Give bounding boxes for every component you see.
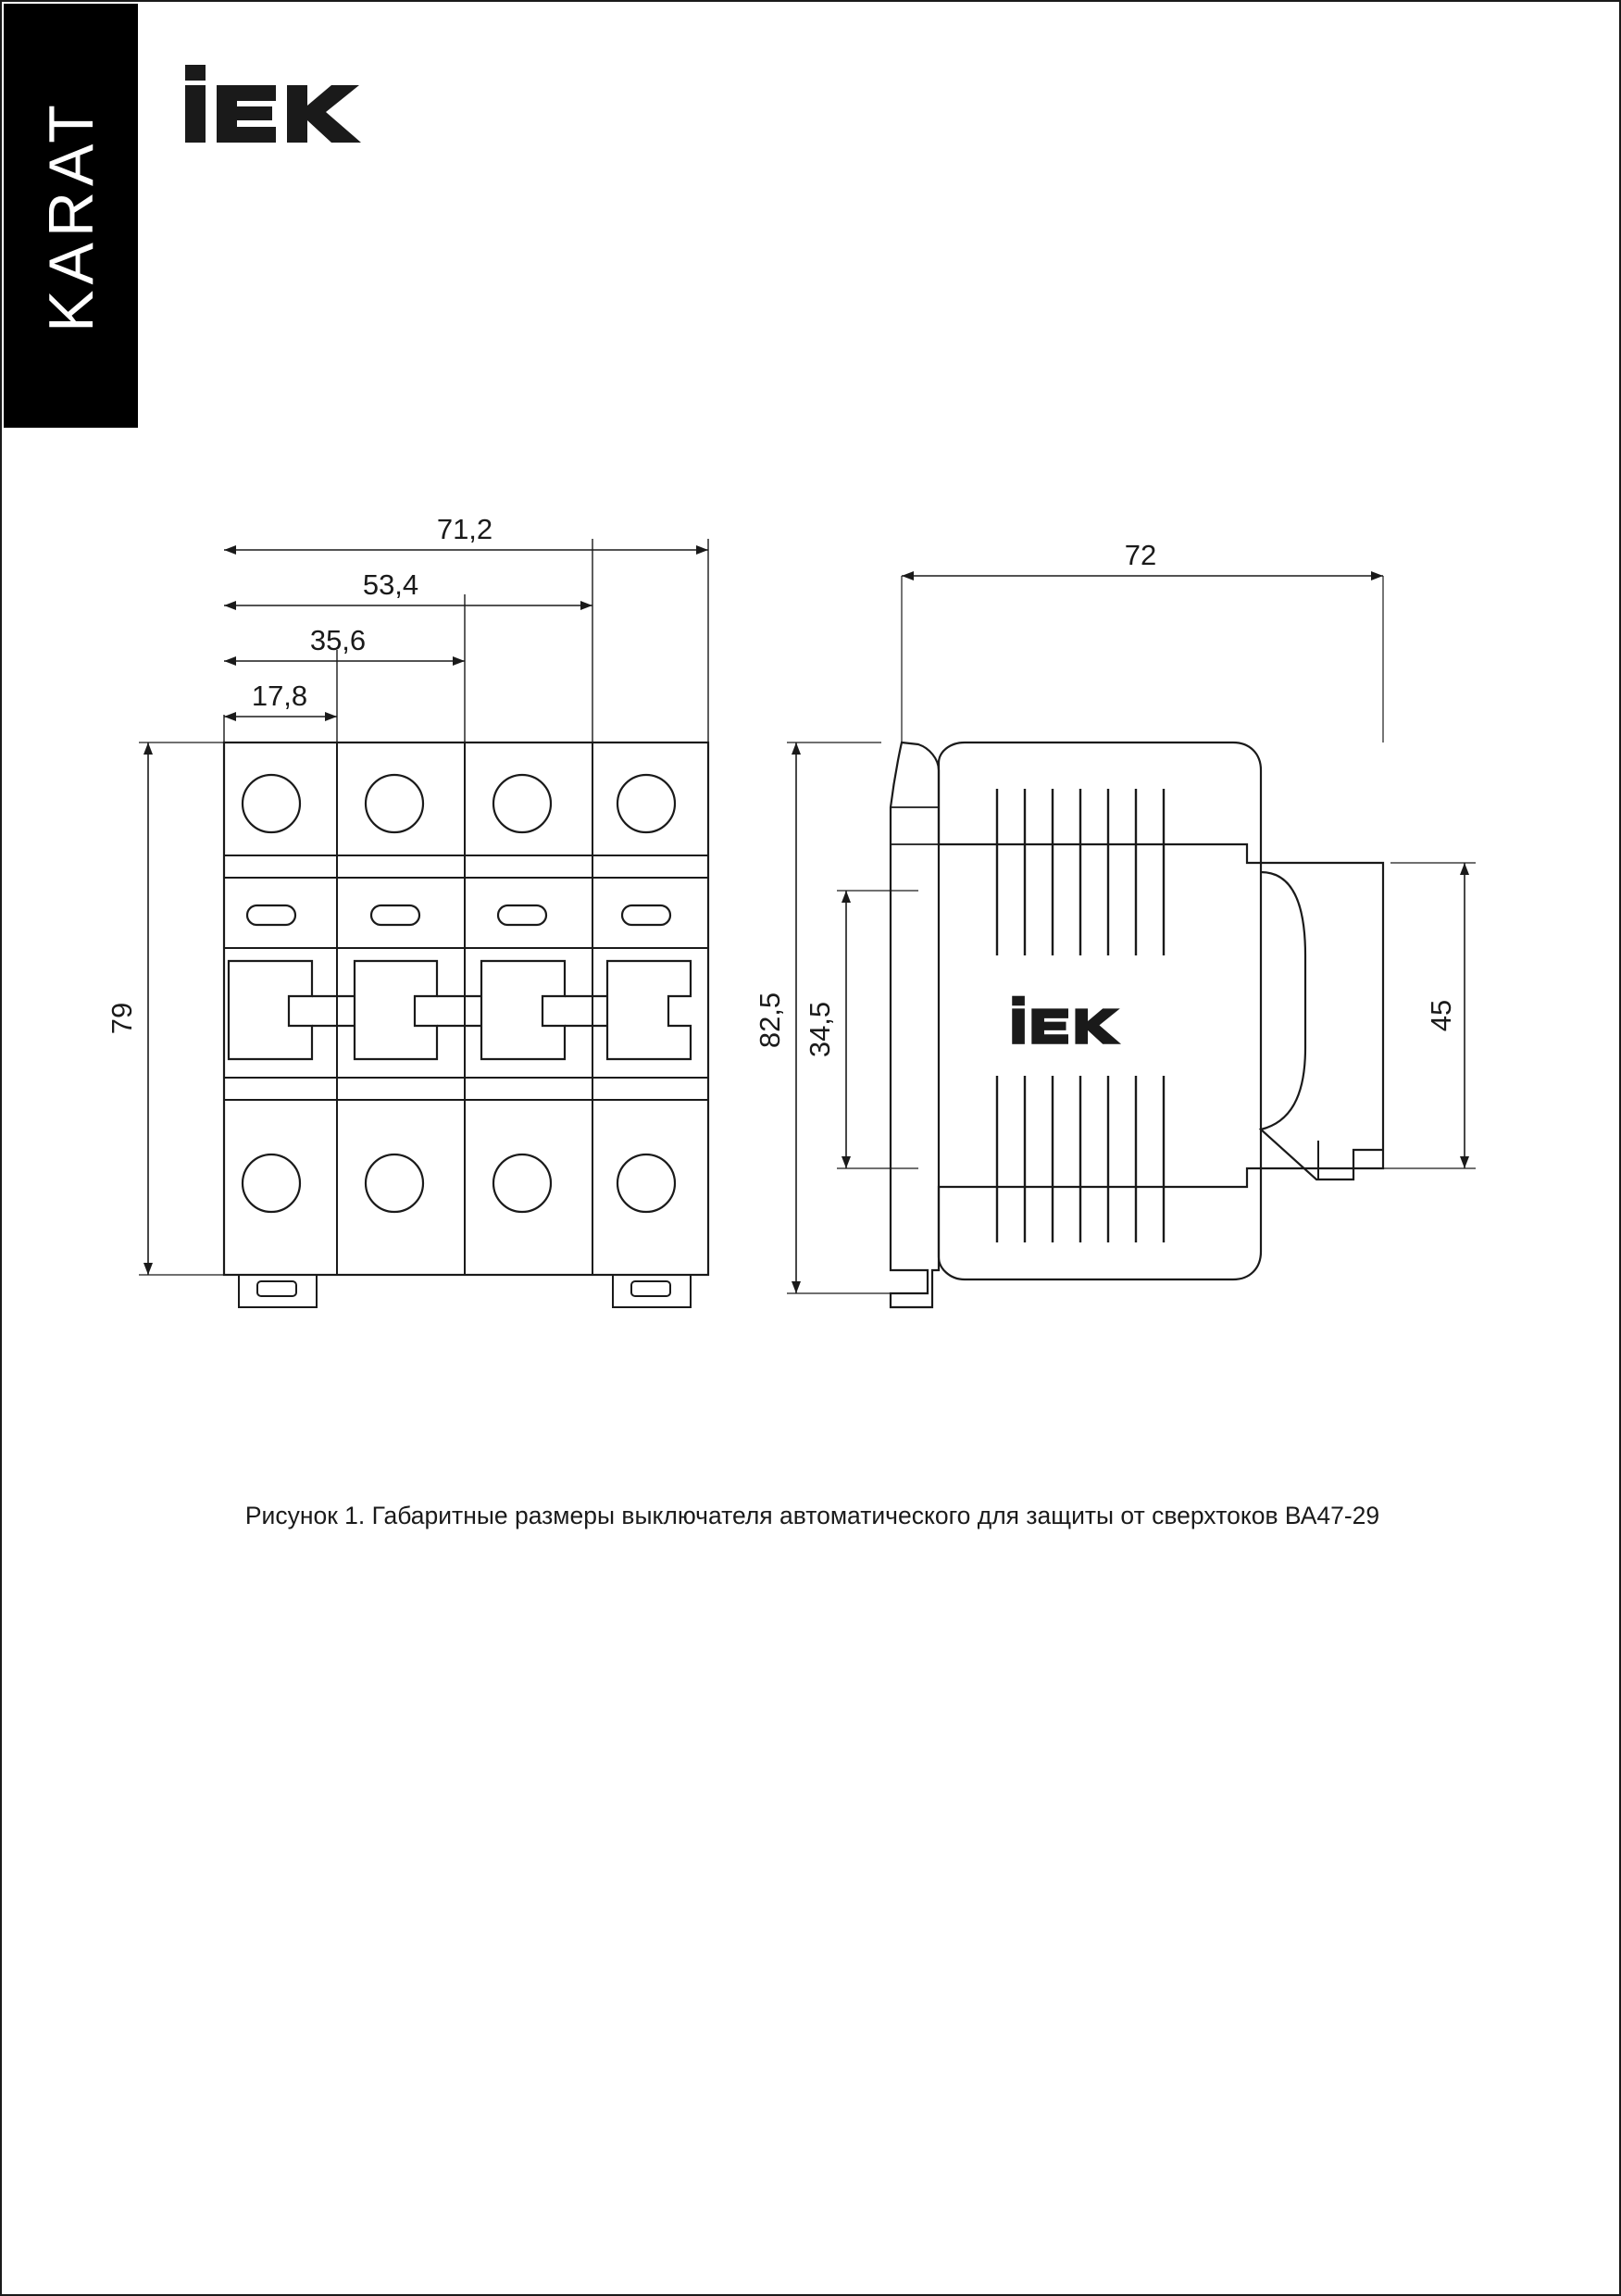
svg-text:35,6: 35,6 xyxy=(309,624,367,656)
svg-text:72: 72 xyxy=(1124,539,1157,571)
svg-text:45: 45 xyxy=(1425,999,1457,1032)
technical-drawing xyxy=(2,437,1621,1483)
brand-band xyxy=(4,4,138,428)
figure-caption: Рисунок 1. Габаритные размеры выключателя автоматического для защиты от сверхтоков ВА47-29 xyxy=(244,1502,1380,1529)
svg-text:79: 79 xyxy=(106,1002,138,1035)
svg-text:82,5: 82,5 xyxy=(754,992,786,1049)
iek-logo xyxy=(183,59,378,161)
svg-text:17,8: 17,8 xyxy=(251,680,308,712)
svg-text:34,5: 34,5 xyxy=(804,1001,836,1058)
svg-text:71,2: 71,2 xyxy=(436,513,493,545)
brand-vertical-label: KARAT xyxy=(35,99,106,332)
svg-text:53,4: 53,4 xyxy=(362,568,419,601)
